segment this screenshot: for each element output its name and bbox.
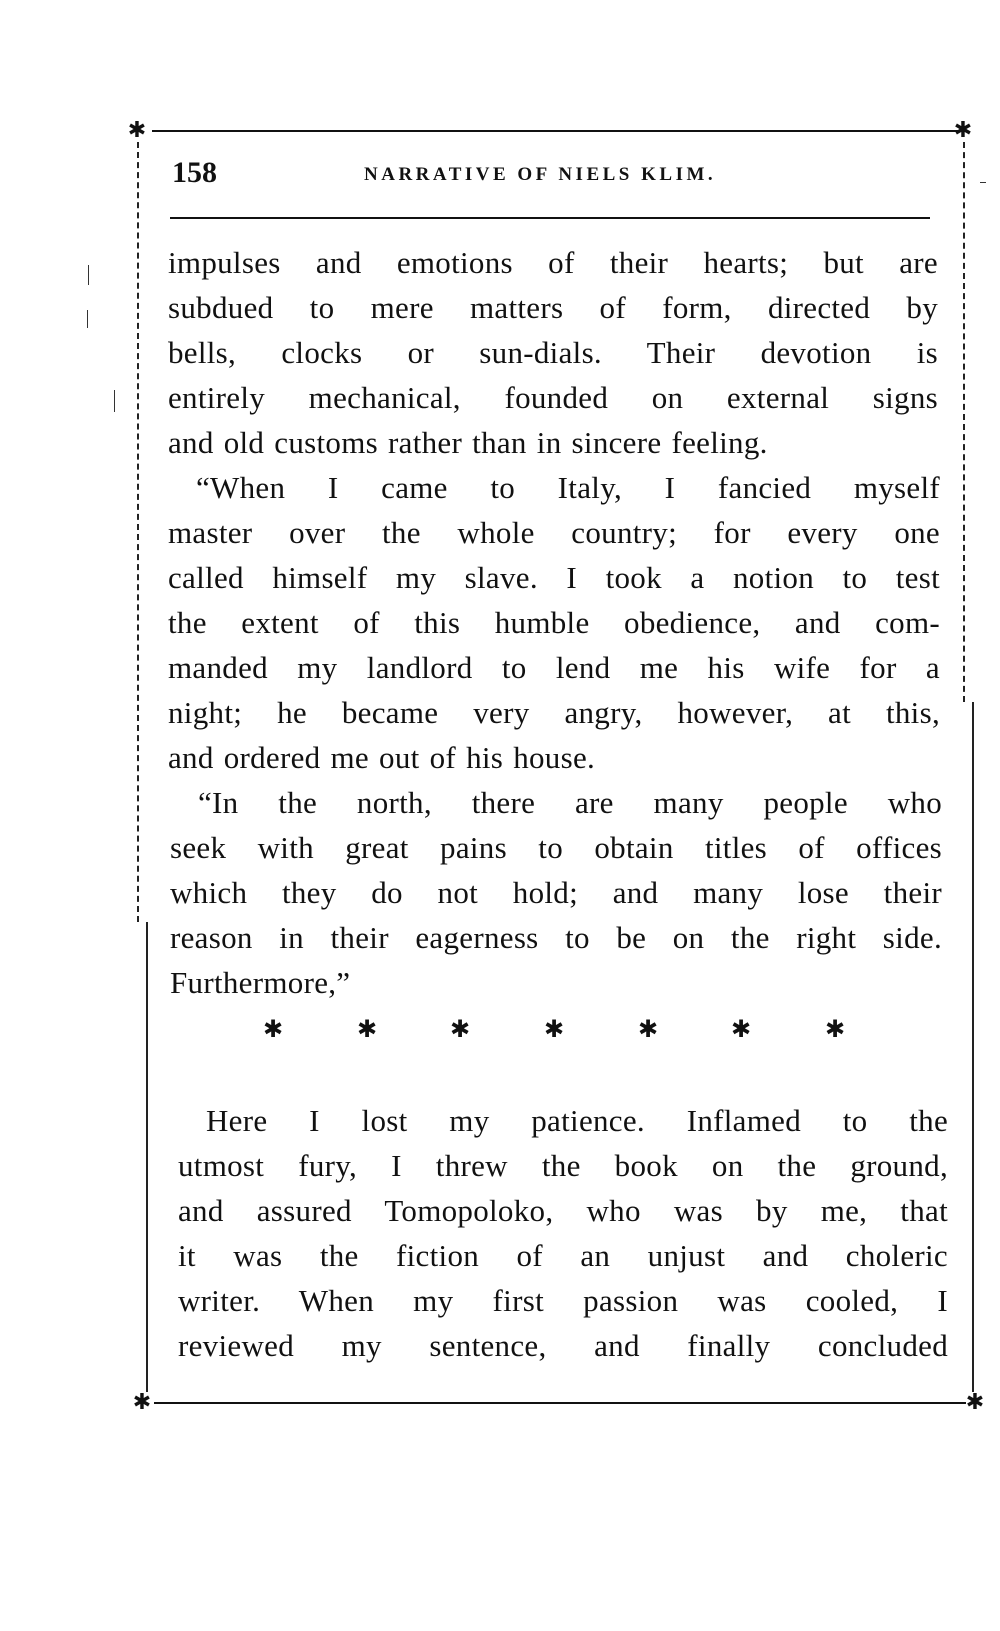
text-line: Furthermore,” — [170, 965, 351, 1000]
right-frame-line — [963, 142, 965, 702]
text-line: master over the whole country; for every one — [168, 515, 940, 550]
text-line: and old customs rather than in sincere feeling. — [168, 425, 768, 460]
paragraph-1 — [168, 240, 938, 465]
asterisk-icon: ✱ — [638, 1015, 659, 1043]
scan-artifact — [87, 310, 88, 328]
running-title: NARRATIVE OF NIELS KLIM. — [364, 164, 717, 185]
ornament-bottom-left-icon: ✱ — [132, 1390, 152, 1415]
text-line: bells, clocks or sun-dials. Their devotion is — [168, 335, 938, 370]
asterisk-icon: ✱ — [263, 1015, 284, 1043]
scan-artifact — [980, 182, 986, 183]
running-head — [172, 156, 932, 196]
text-line: called himself my slave. I took a notion to test — [168, 560, 940, 595]
bottom-rule — [154, 1402, 966, 1404]
scan-artifact — [88, 265, 89, 285]
text-line: utmost fury, I threw the book on the ground, — [178, 1148, 948, 1183]
paragraph-2 — [168, 465, 940, 780]
header-underline — [170, 217, 930, 219]
text-line: and assured Tomopoloko, who was by me, that — [178, 1193, 948, 1228]
ornament-top-right-icon: ✱ — [953, 118, 973, 143]
text-line: entirely mechanical, founded on external signs — [168, 380, 938, 415]
text-line: seek with great pains to obtain titles of offices — [170, 830, 942, 865]
paragraph-4 — [178, 1098, 948, 1368]
text-line: and ordered me out of his house. — [168, 740, 596, 775]
text-line: Here I lost my patience. Inflamed to the — [206, 1103, 948, 1138]
text-line: “In the north, there are many people who — [198, 785, 942, 820]
text-line: subdued to mere matters of form, directed by — [168, 290, 938, 325]
text-line: writer. When my first passion was cooled, I — [178, 1283, 948, 1318]
asterism-section-break — [0, 1014, 1000, 1044]
text-line: reviewed my sentence, and finally concluded — [178, 1328, 948, 1363]
right-frame-line-lower — [972, 702, 974, 1392]
ornament-top-left-icon: ✱ — [127, 118, 147, 143]
ornament-bottom-right-icon: ✱ — [965, 1390, 985, 1415]
text-line: night; he became very angry, however, at this, — [168, 695, 940, 730]
asterisk-icon: ✱ — [544, 1015, 565, 1043]
scan-artifact — [114, 390, 115, 412]
asterisk-icon: ✱ — [450, 1015, 471, 1043]
page-number: 158 — [172, 156, 217, 189]
left-frame-line — [137, 142, 139, 922]
text-line: impulses and emotions of their hearts; but are — [168, 245, 938, 280]
text-line: which they do not hold; and many lose their — [170, 875, 942, 910]
text-line: “When I came to Italy, I fancied myself — [196, 470, 940, 505]
top-rule — [152, 130, 962, 132]
asterisk-icon: ✱ — [731, 1015, 752, 1043]
asterisk-icon: ✱ — [825, 1015, 846, 1043]
paragraph-3 — [170, 780, 942, 1005]
left-frame-line-lower — [146, 922, 148, 1392]
asterisk-icon: ✱ — [357, 1015, 378, 1043]
text-line: manded my landlord to lend me his wife for a — [168, 650, 940, 685]
text-line: the extent of this humble obedience, and com- — [168, 605, 940, 640]
text-line: reason in their eagerness to be on the right side. — [170, 920, 942, 955]
text-line: it was the fiction of an unjust and choleric — [178, 1238, 948, 1273]
